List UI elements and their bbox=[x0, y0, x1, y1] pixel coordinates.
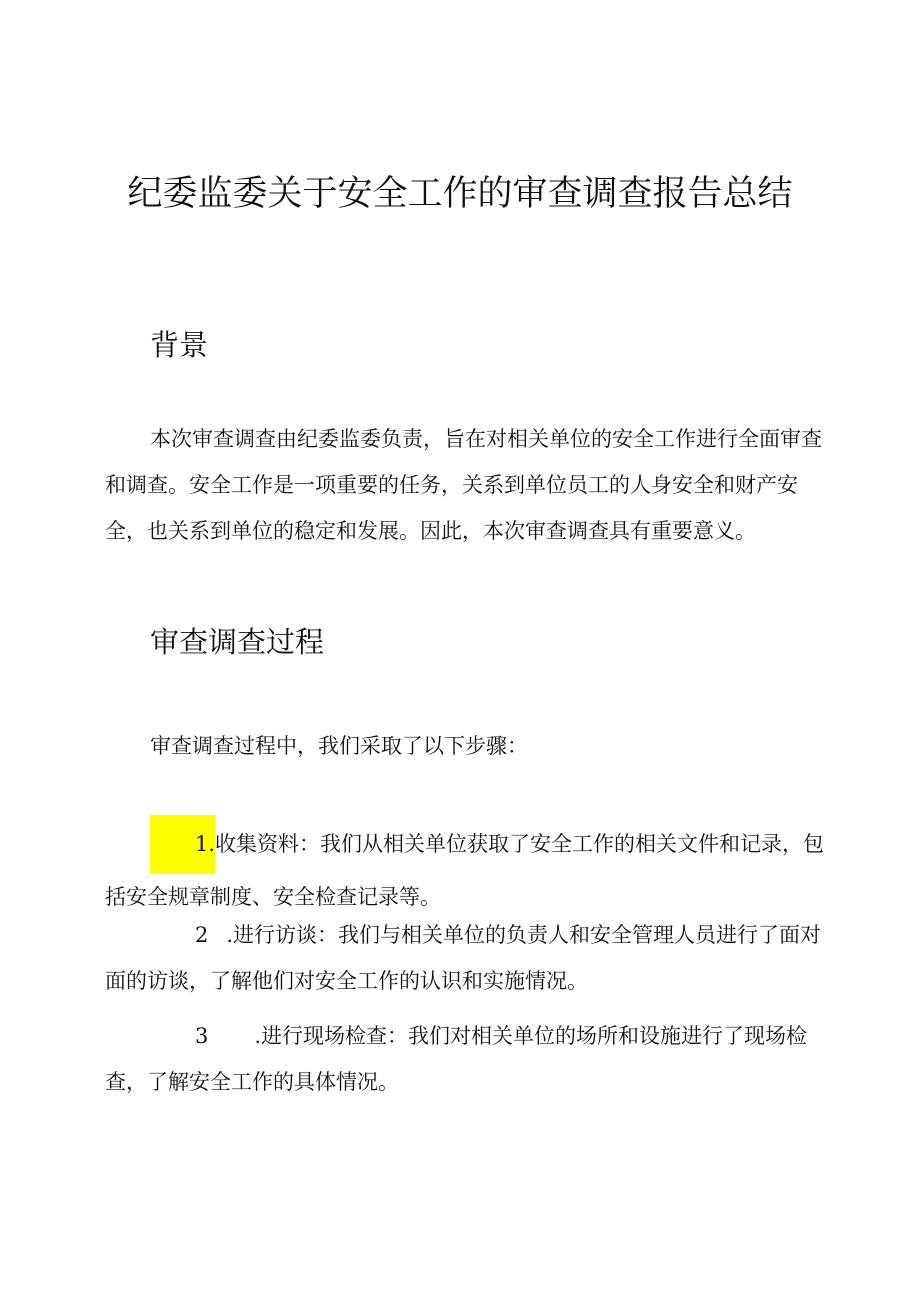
document-title: 纪委监委关于安全工作的审查调查报告总结 bbox=[127, 174, 793, 214]
section-heading-background: 背景 bbox=[150, 328, 209, 362]
process-step-3 bbox=[105, 1013, 825, 1105]
process-step-1 bbox=[105, 815, 825, 921]
step-number-1: 1. bbox=[150, 815, 215, 874]
step-number-3: 3 bbox=[195, 1024, 209, 1048]
step-number-2: 2 bbox=[195, 923, 209, 947]
section-heading-process: 审查调查过程 bbox=[150, 625, 325, 659]
process-intro-paragraph: 审查调查过程中，我们采取了以下步骤： bbox=[150, 734, 528, 758]
step-text-3: .进行现场检查：我们对相关单位的场所和设施进行了现场检查，了解安全工作的具体情况。 bbox=[105, 1024, 808, 1094]
background-paragraph: 本次审查调查由纪委监委负责，旨在对相关单位的安全工作进行全面审查和调查。安全工作是一项重要的任务，关系到单位员工的人身安全和财产安全，也关系到单位的稳定和发展。因此，本次审查调查具有重要意义。 bbox=[105, 427, 822, 543]
step-text-2: .进行访谈：我们与相关单位的负责人和安全管理人员进行了面对面的访谈，了解他们对安全工作的认识和实施情况。 bbox=[105, 923, 822, 993]
process-step-2 bbox=[105, 912, 825, 1004]
step-text-1: 收集资料：我们从相关单位获取了安全工作的相关文件和记录，包括安全规章制度、安全检查记录等。 bbox=[105, 832, 825, 909]
